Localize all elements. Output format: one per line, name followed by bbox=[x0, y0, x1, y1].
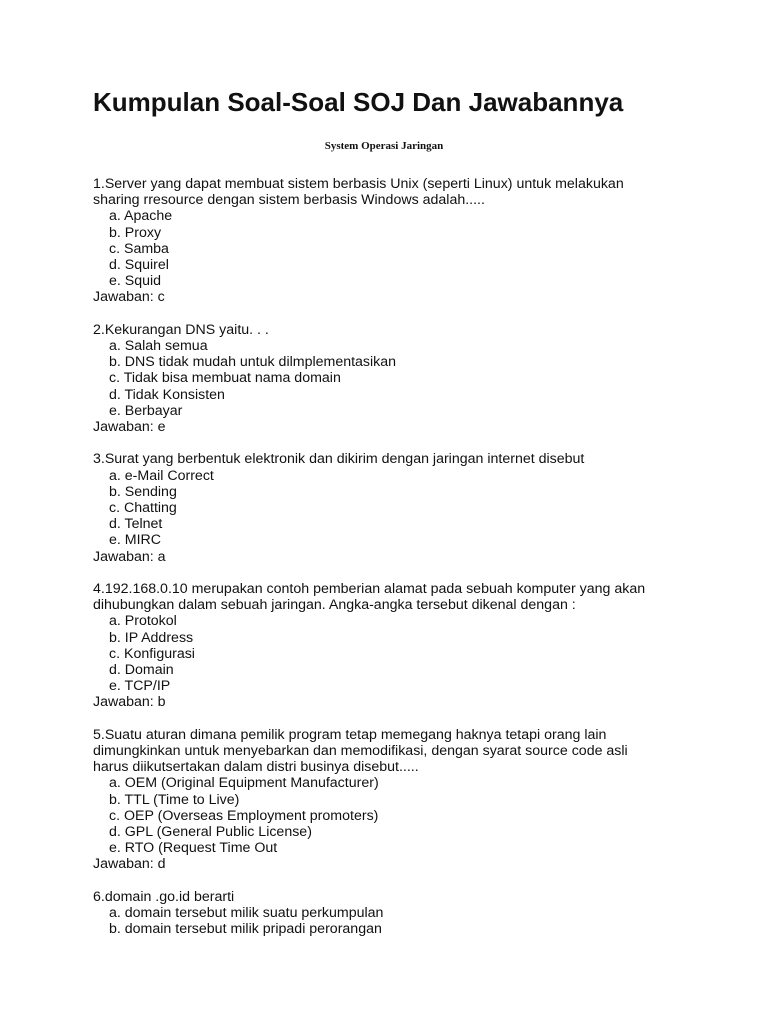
option-list bbox=[93, 468, 713, 549]
option-b: b. Sending bbox=[109, 483, 177, 500]
option-a: a. Salah semua bbox=[109, 338, 208, 355]
option-e: e. Squid bbox=[109, 273, 162, 290]
question-list bbox=[93, 176, 713, 954]
option-d: d. Domain bbox=[109, 662, 174, 679]
option-list bbox=[93, 905, 713, 937]
question-text: 6.domain .go.id berarti bbox=[93, 888, 235, 905]
page-title: Kumpulan Soal-Soal SOJ Dan Jawabannya bbox=[93, 87, 624, 117]
option-b: b. IP Address bbox=[109, 629, 194, 646]
option-b: b. TTL (Time to Live) bbox=[109, 791, 240, 808]
option-e: e. TCP/IP bbox=[109, 678, 171, 695]
question-text: 5.Suatu aturan dimana pemilik program tetap memegang haknya tetapi orang lain dimungkinkan untuk menyebarkan dan memodifikasi, dengan syarat source code asli harus diikutsertakan dalam distri businya disebut..... bbox=[93, 726, 628, 776]
option-a: a. OEM (Original Equipment Manufacturer) bbox=[109, 775, 379, 792]
question-4 bbox=[93, 581, 713, 711]
option-c: c. Tidak bisa membuat nama domain bbox=[109, 370, 341, 387]
option-a: a. Protokol bbox=[109, 613, 177, 630]
answer-text: Jawaban: c bbox=[93, 289, 165, 306]
option-list bbox=[93, 208, 713, 289]
option-d: d. Telnet bbox=[109, 516, 163, 533]
question-text: 4.192.168.0.10 merupakan contoh pemberian alamat pada sebuah komputer yang akan dihubungkan dalam sebuah jaringan. Angka-angka tersebut dikenal dengan : bbox=[93, 581, 646, 614]
option-e: e. MIRC bbox=[109, 532, 162, 549]
option-c: c. Konfigurasi bbox=[109, 645, 195, 662]
option-b: b. domain tersebut milik pripadi perorangan bbox=[109, 921, 382, 938]
option-list bbox=[93, 338, 713, 419]
option-list bbox=[93, 775, 713, 856]
option-d: d. GPL (General Public License) bbox=[109, 824, 312, 841]
question-text: 3.Surat yang berbentuk elektronik dan dikirim dengan jaringan internet disebut bbox=[93, 451, 585, 468]
option-c: c. OEP (Overseas Employment promoters) bbox=[109, 807, 379, 824]
answer-text: Jawaban: a bbox=[93, 548, 166, 565]
option-c: c. Chatting bbox=[109, 500, 177, 517]
question-text: 2.Kekurangan DNS yaitu. . . bbox=[93, 321, 269, 338]
option-b: b. Proxy bbox=[109, 224, 162, 241]
question-5 bbox=[93, 727, 713, 873]
option-e: e. RTO (Request Time Out bbox=[109, 840, 278, 857]
question-2 bbox=[93, 322, 713, 435]
option-c: c. Samba bbox=[109, 240, 169, 257]
question-1 bbox=[93, 176, 713, 306]
answer-text: Jawaban: d bbox=[93, 856, 166, 873]
question-3 bbox=[93, 451, 713, 564]
option-b: b. DNS tidak mudah untuk dilmplementasikan bbox=[109, 354, 397, 371]
question-text: 1.Server yang dapat membuat sistem berbasis Unix (seperti Linux) untuk melakukan sharing rresource dengan sistem berbasis Windows adalah..... bbox=[93, 176, 624, 209]
answer-text: Jawaban: e bbox=[93, 419, 166, 436]
option-list bbox=[93, 613, 713, 694]
question-6 bbox=[93, 889, 713, 938]
option-a: a. e-Mail Correct bbox=[109, 467, 214, 484]
option-d: d. Tidak Konsisten bbox=[109, 386, 225, 403]
option-e: e. Berbayar bbox=[109, 402, 183, 419]
option-d: d. Squirel bbox=[109, 257, 169, 274]
answer-text: Jawaban: b bbox=[93, 694, 166, 711]
option-a: a. domain tersebut milik suatu perkumpulan bbox=[109, 905, 384, 922]
option-a: a. Apache bbox=[109, 208, 173, 225]
page-subtitle: System Operasi Jaringan bbox=[324, 140, 444, 152]
